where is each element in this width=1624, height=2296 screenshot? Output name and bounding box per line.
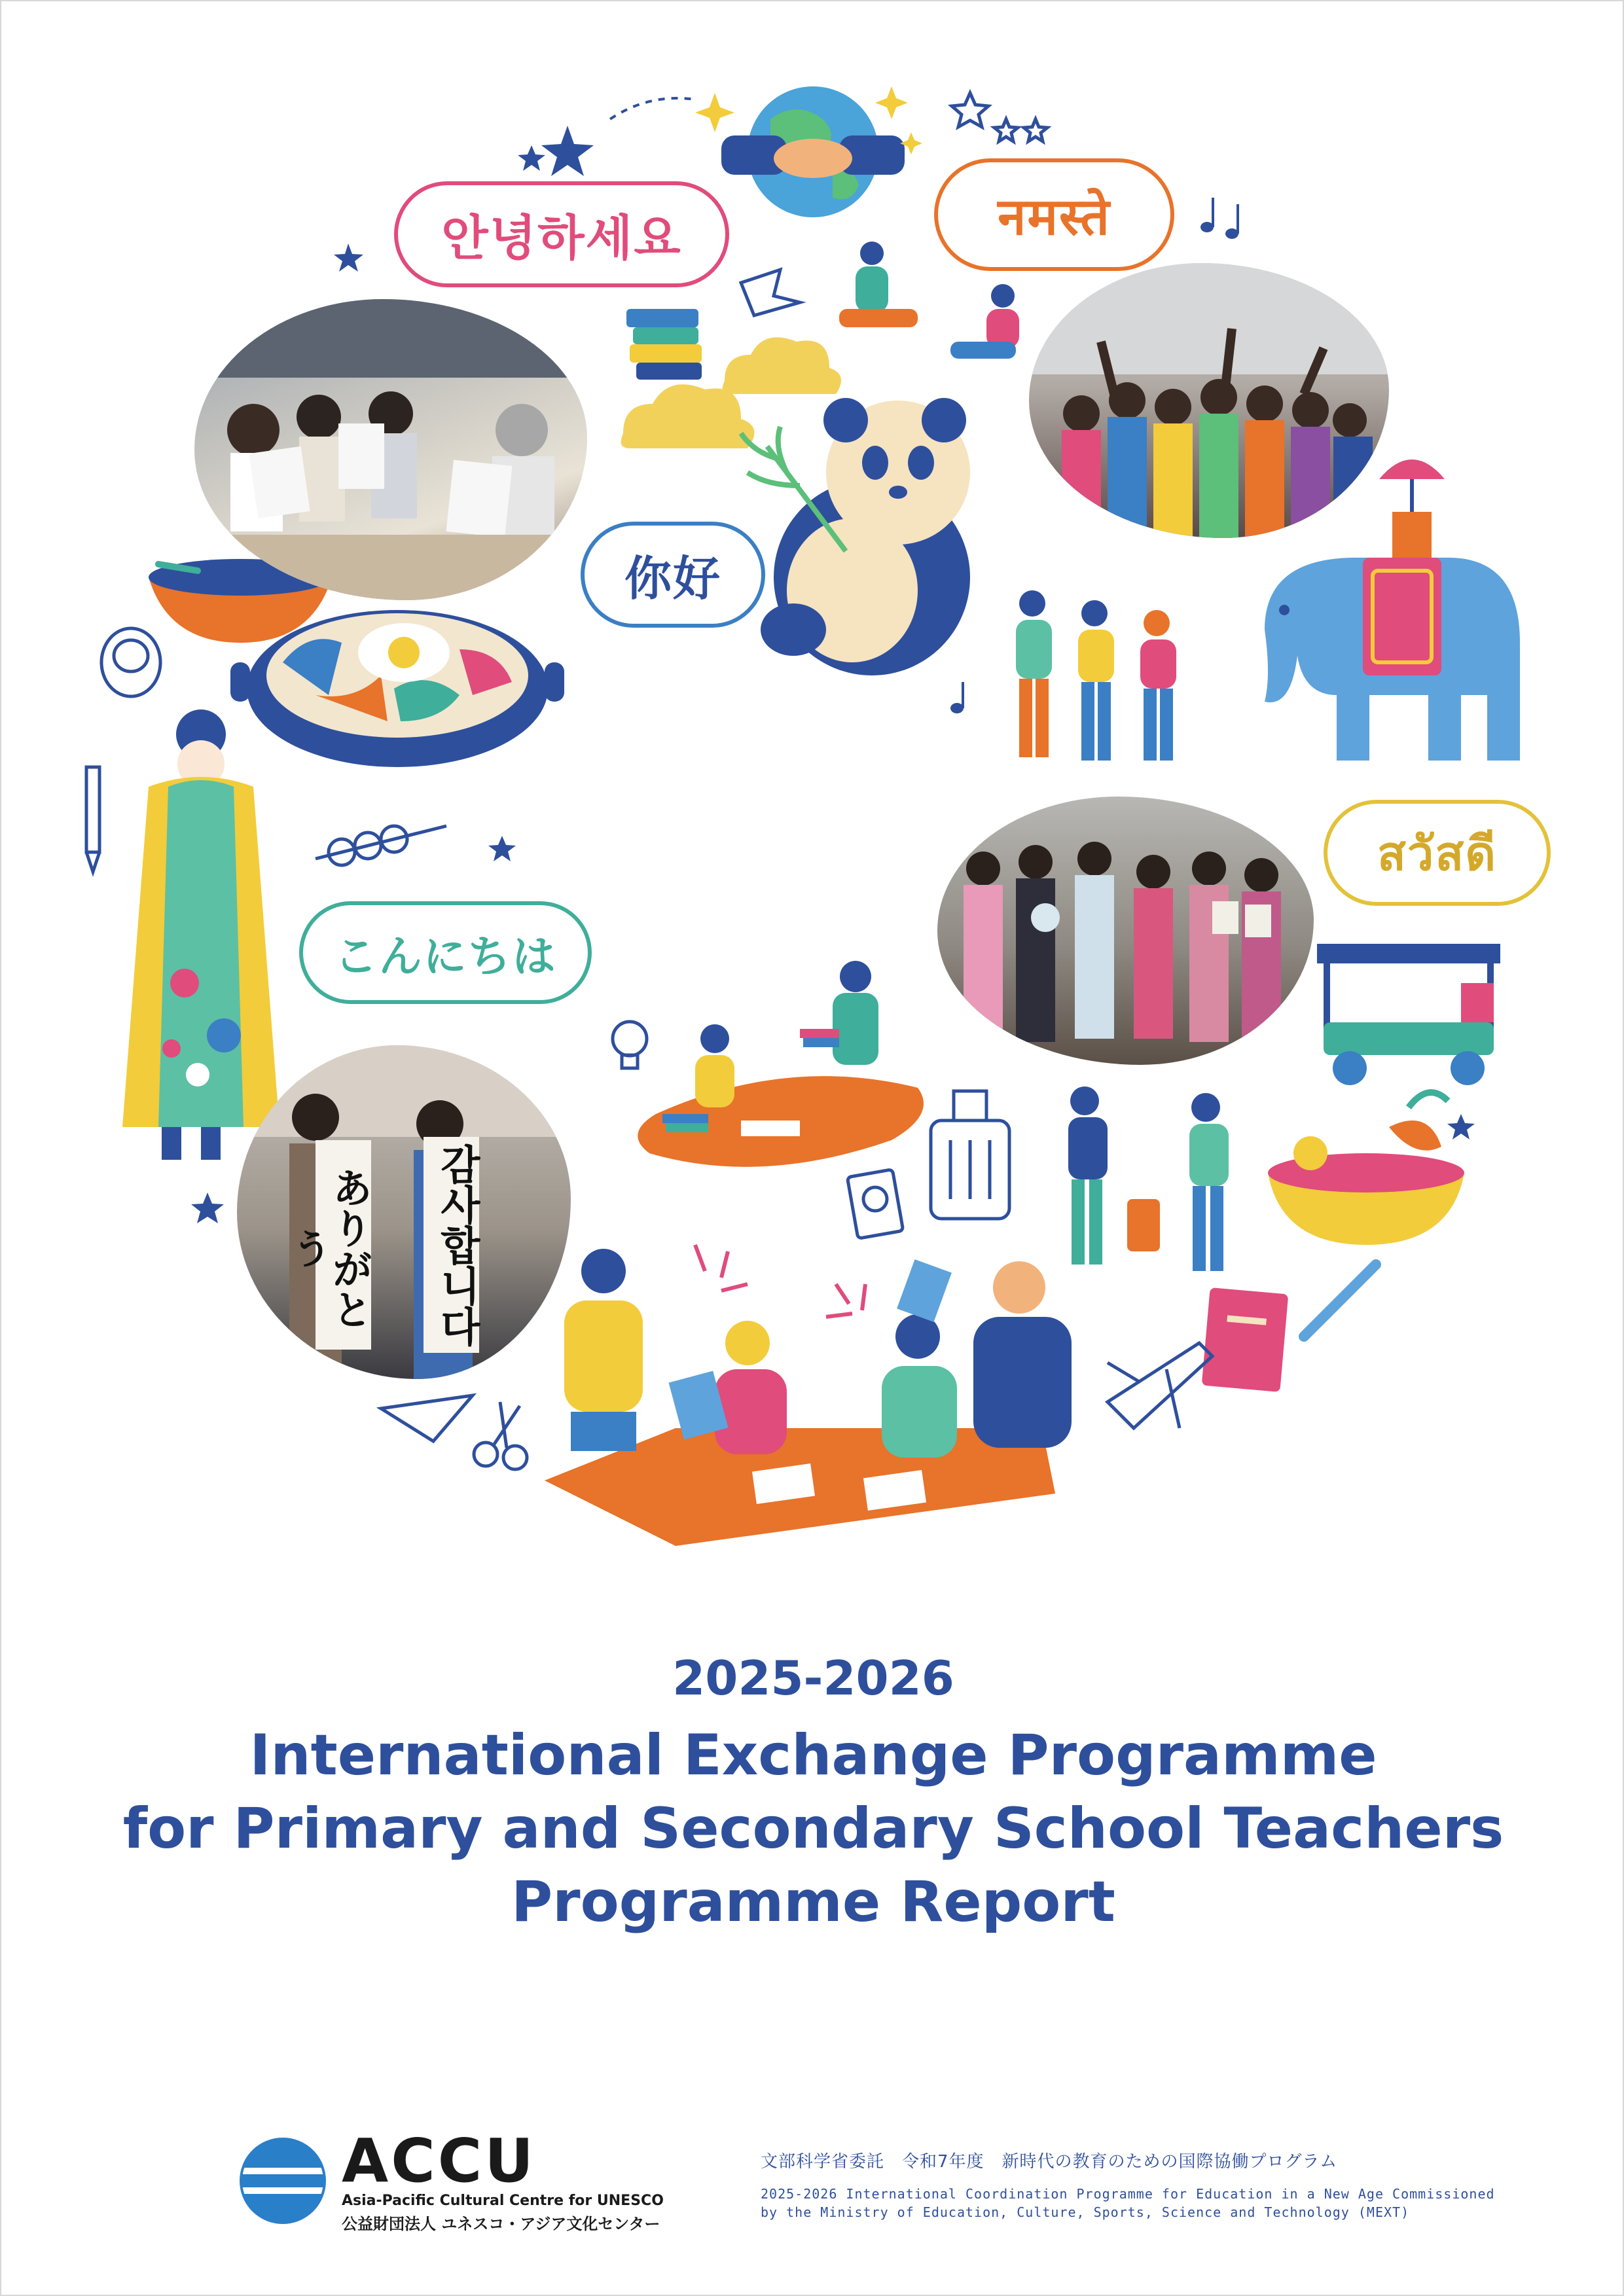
kimono-woman-illustration [122,709,280,1160]
tuk-tuk-illustration [1317,944,1500,1085]
commission-jp: 文部科学省委託 令和7年度 新時代の教育のための国際協働プログラム [761,2152,1338,2172]
banner-gamsahamnida: 감사합니다 [433,1143,481,1346]
report-year: 2025-2026 [672,1651,954,1706]
book-stack-icon [626,309,702,380]
greeting-chinese-text: 你好 [624,551,721,606]
title-line-1: International Exchange Programme [249,1723,1377,1788]
lightbulb-icon [613,1022,647,1068]
org-name-jp: 公益財団法人 ユネスコ・アジア文化センター [342,2215,660,2233]
walking-people-illustration [1016,590,1176,761]
org-acronym: ACCU [342,2126,536,2196]
title-block [1,1651,1624,1939]
ruler-icon [381,1395,473,1441]
greeting-bubble-korean [394,181,729,287]
group-discussion-illustration [545,1245,1072,1546]
banner-arigatou: ありがとう [285,1167,373,1329]
accu-logo-icon [237,2135,329,2227]
org-name-en: Asia-Pacific Cultural Centre for UNESCO [342,2193,664,2209]
pencil-icon [1304,1265,1376,1336]
greeting-thai-text: สวัสดี [1377,825,1498,881]
tom-yum-bowl-icon [1268,1092,1464,1245]
title-line-2: for Primary and Secondary School Teachers [122,1796,1504,1861]
notebook-icon [1202,1287,1289,1392]
airplane-icon [1108,1343,1212,1428]
greeting-hindi-text: नमस्ते [998,188,1111,247]
globe-handshake-icon [721,86,905,217]
students-studying-illustration [638,961,924,1167]
daruma-icon [101,628,160,696]
dango-icon [316,826,446,865]
flag-icon [741,270,800,315]
footer [1,2122,1624,2240]
greeting-bubble-chinese [581,522,765,628]
pencil-icon [86,767,99,872]
greeting-bubble-hindi [934,158,1174,271]
suitcase-icon [931,1091,1009,1219]
greeting-bubble-japanese [299,901,592,1004]
cover-illustration [1,1,1624,1585]
greeting-korean-text: 안녕하세요 [441,210,682,266]
scissors-icon [474,1402,527,1469]
commission-en-line1: 2025-2026 International Coordination Programme for Education in a New Age Commissioned [761,2186,1495,2202]
commission-en-line2: by the Ministry of Education, Culture, Sports, Science and Technology (MEXT) [761,2204,1410,2220]
outline-star-icon [952,93,1047,141]
title-line-3: Programme Report [511,1869,1115,1935]
travelers-illustration [1068,1086,1229,1271]
greeting-japanese-text: こんにちは [334,931,557,982]
panda-illustration [741,398,970,675]
passport-icon [847,1170,903,1239]
greeting-bubble-thai [1324,800,1551,906]
